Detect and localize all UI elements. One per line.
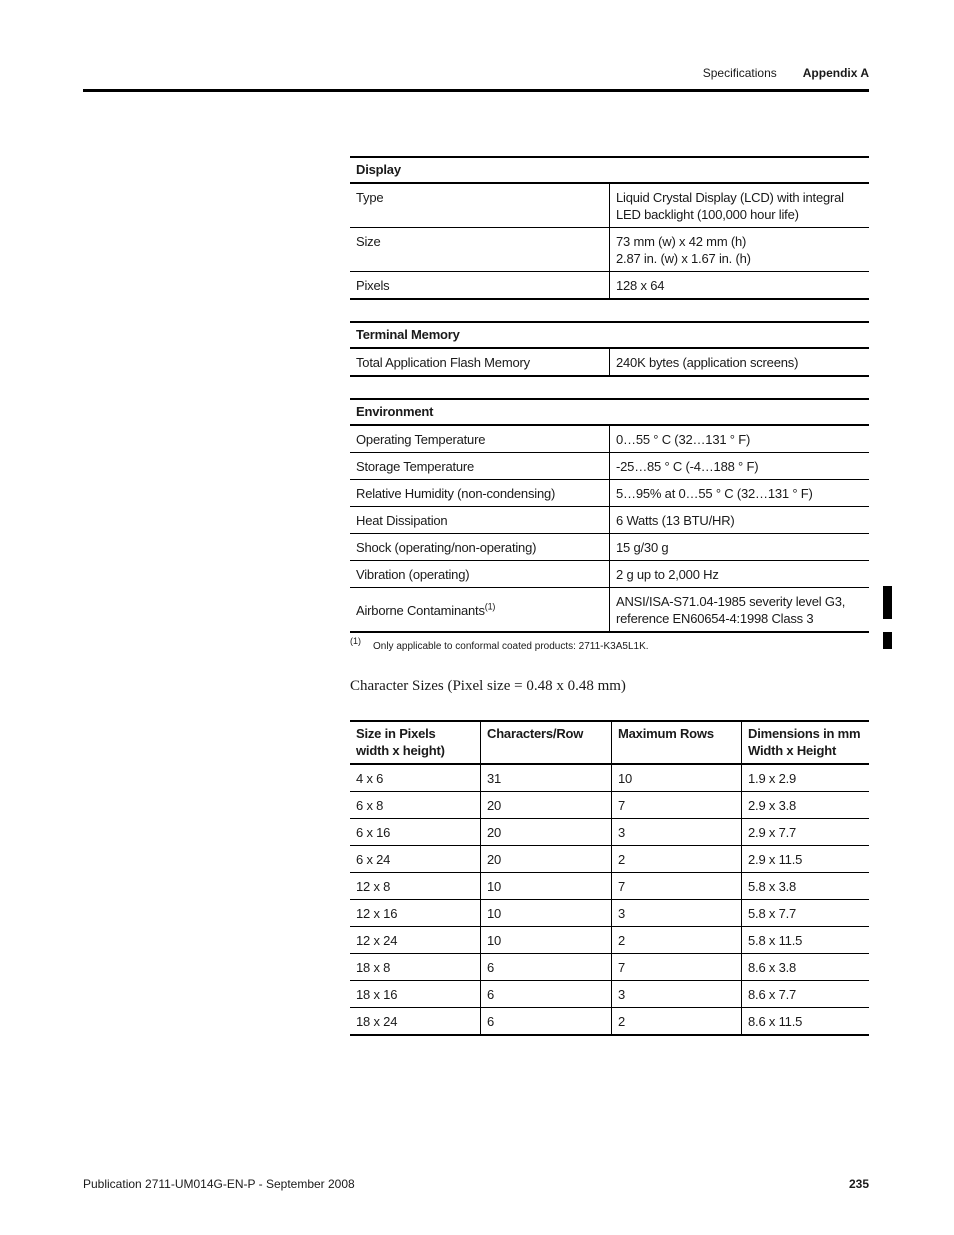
table-cell: 1.9 x 2.9 — [742, 764, 870, 792]
spec-label-text: Airborne Contaminants — [356, 602, 485, 618]
table-cell: 8.6 x 3.8 — [742, 954, 870, 981]
table-cell: 18 x 24 — [350, 1008, 481, 1036]
spec-value: 128 x 64 — [610, 272, 870, 300]
table-cell: 2 — [612, 927, 742, 954]
spec-value: Liquid Crystal Display (LCD) with integral LED backlight (100,000 hour life) — [610, 183, 870, 228]
table-row — [350, 453, 869, 480]
spec-value: -25…85 ° C (-4…188 ° F) — [610, 453, 870, 480]
column-header: Size in Pixels width x height) — [350, 721, 481, 764]
thumb-tab — [883, 632, 892, 649]
table-cell: 3 — [612, 981, 742, 1008]
char-size-caption: Character Sizes (Pixel size = 0.48 x 0.48 mm) — [350, 678, 626, 694]
publication-id: Publication 2711-UM014G-EN-P - September 2008 — [83, 1177, 355, 1191]
table-cell: 2 — [612, 1008, 742, 1036]
spec-value: 240K bytes (application screens) — [610, 348, 870, 376]
memory-spec-table — [350, 321, 869, 377]
table-cell: 6 — [481, 954, 612, 981]
footnote-marker: (1) — [350, 636, 361, 646]
character-size-table — [350, 720, 869, 1036]
table-row — [350, 228, 869, 272]
table-row — [350, 534, 869, 561]
spec-label: Total Application Flash Memory — [350, 348, 610, 376]
table-cell: 5.8 x 7.7 — [742, 900, 870, 927]
spec-label: Shock (operating/non-operating) — [350, 534, 610, 561]
footnote — [350, 636, 869, 652]
table-cell: 6 x 16 — [350, 819, 481, 846]
spec-value: 0…55 ° C (32…131 ° F) — [610, 425, 870, 453]
spec-label: Pixels — [350, 272, 610, 300]
spec-value: 15 g/30 g — [610, 534, 870, 561]
table-cell: 18 x 16 — [350, 981, 481, 1008]
table-cell: 4 x 6 — [350, 764, 481, 792]
table-cell: 20 — [481, 846, 612, 873]
table-row — [350, 819, 869, 846]
table-cell: 6 x 8 — [350, 792, 481, 819]
table-cell: 18 x 8 — [350, 954, 481, 981]
table-cell: 6 x 24 — [350, 846, 481, 873]
table-cell: 7 — [612, 954, 742, 981]
table-row — [350, 846, 869, 873]
display-spec-table — [350, 156, 869, 300]
table-row — [350, 480, 869, 507]
table-cell: 8.6 x 11.5 — [742, 1008, 870, 1036]
memory-heading: Terminal Memory — [350, 322, 869, 348]
table-row — [350, 183, 869, 228]
table-cell: 2.9 x 3.8 — [742, 792, 870, 819]
table-cell: 12 x 16 — [350, 900, 481, 927]
spec-label: Size — [350, 228, 610, 272]
table-cell: 20 — [481, 819, 612, 846]
table-row — [350, 425, 869, 453]
page-content — [350, 156, 869, 1036]
spec-label — [350, 588, 610, 633]
table-row — [350, 588, 869, 633]
header-section: Specifications — [702, 66, 777, 80]
table-cell: 7 — [612, 873, 742, 900]
table-row — [350, 927, 869, 954]
table-cell: 5.8 x 3.8 — [742, 873, 870, 900]
spec-label: Heat Dissipation — [350, 507, 610, 534]
table-cell: 5.8 x 11.5 — [742, 927, 870, 954]
display-heading: Display — [350, 157, 869, 183]
table-cell: 6 — [481, 981, 612, 1008]
table-cell: 31 — [481, 764, 612, 792]
table-cell: 2 — [612, 846, 742, 873]
table-row — [350, 507, 869, 534]
table-cell: 6 — [481, 1008, 612, 1036]
table-row — [350, 954, 869, 981]
table-row — [350, 764, 869, 792]
table-cell: 3 — [612, 819, 742, 846]
table-cell: 10 — [481, 900, 612, 927]
table-cell: 3 — [612, 900, 742, 927]
page-footer — [83, 1177, 869, 1191]
environment-spec-table — [350, 398, 869, 633]
header-rule — [83, 89, 869, 92]
header-appendix: Appendix A — [802, 66, 869, 80]
spec-label: Vibration (operating) — [350, 561, 610, 588]
column-header: Characters/Row — [481, 721, 612, 764]
page-header — [703, 66, 869, 80]
table-cell: 2.9 x 11.5 — [742, 846, 870, 873]
table-header-row — [350, 721, 869, 764]
table-row — [350, 900, 869, 927]
page-number: 235 — [848, 1177, 869, 1191]
spec-label: Relative Humidity (non-condensing) — [350, 480, 610, 507]
table-cell: 7 — [612, 792, 742, 819]
spec-label: Storage Temperature — [350, 453, 610, 480]
table-row — [350, 873, 869, 900]
spec-label: Type — [350, 183, 610, 228]
table-row — [350, 561, 869, 588]
table-cell: 10 — [481, 927, 612, 954]
table-cell: 8.6 x 7.7 — [742, 981, 870, 1008]
table-cell: 10 — [481, 873, 612, 900]
character-size-rows — [350, 764, 869, 1035]
table-cell: 12 x 24 — [350, 927, 481, 954]
table-cell: 20 — [481, 792, 612, 819]
spec-value: 2 g up to 2,000 Hz — [610, 561, 870, 588]
table-cell: 10 — [612, 764, 742, 792]
spec-value: 73 mm (w) x 42 mm (h) 2.87 in. (w) x 1.67 in. (h) — [610, 228, 870, 272]
spec-value: 6 Watts (13 BTU/HR) — [610, 507, 870, 534]
table-cell: 2.9 x 7.7 — [742, 819, 870, 846]
footnote-ref: (1) — [484, 601, 496, 612]
table-row — [350, 348, 869, 376]
column-header: Dimensions in mm Width x Height — [742, 721, 870, 764]
spec-label: Operating Temperature — [350, 425, 610, 453]
thumb-tab — [883, 586, 892, 619]
environment-heading: Environment — [350, 399, 869, 425]
table-row — [350, 792, 869, 819]
table-row — [350, 1008, 869, 1036]
footnote-text: Only applicable to conformal coated products: 2711-K3A5L1K. — [373, 641, 649, 652]
spec-value: ANSI/ISA-S71.04-1985 severity level G3, reference EN60654-4:1998 Class 3 — [610, 588, 870, 633]
table-row — [350, 981, 869, 1008]
spec-value: 5…95% at 0…55 ° C (32…131 ° F) — [610, 480, 870, 507]
table-row — [350, 272, 869, 300]
column-header: Maximum Rows — [612, 721, 742, 764]
table-cell: 12 x 8 — [350, 873, 481, 900]
